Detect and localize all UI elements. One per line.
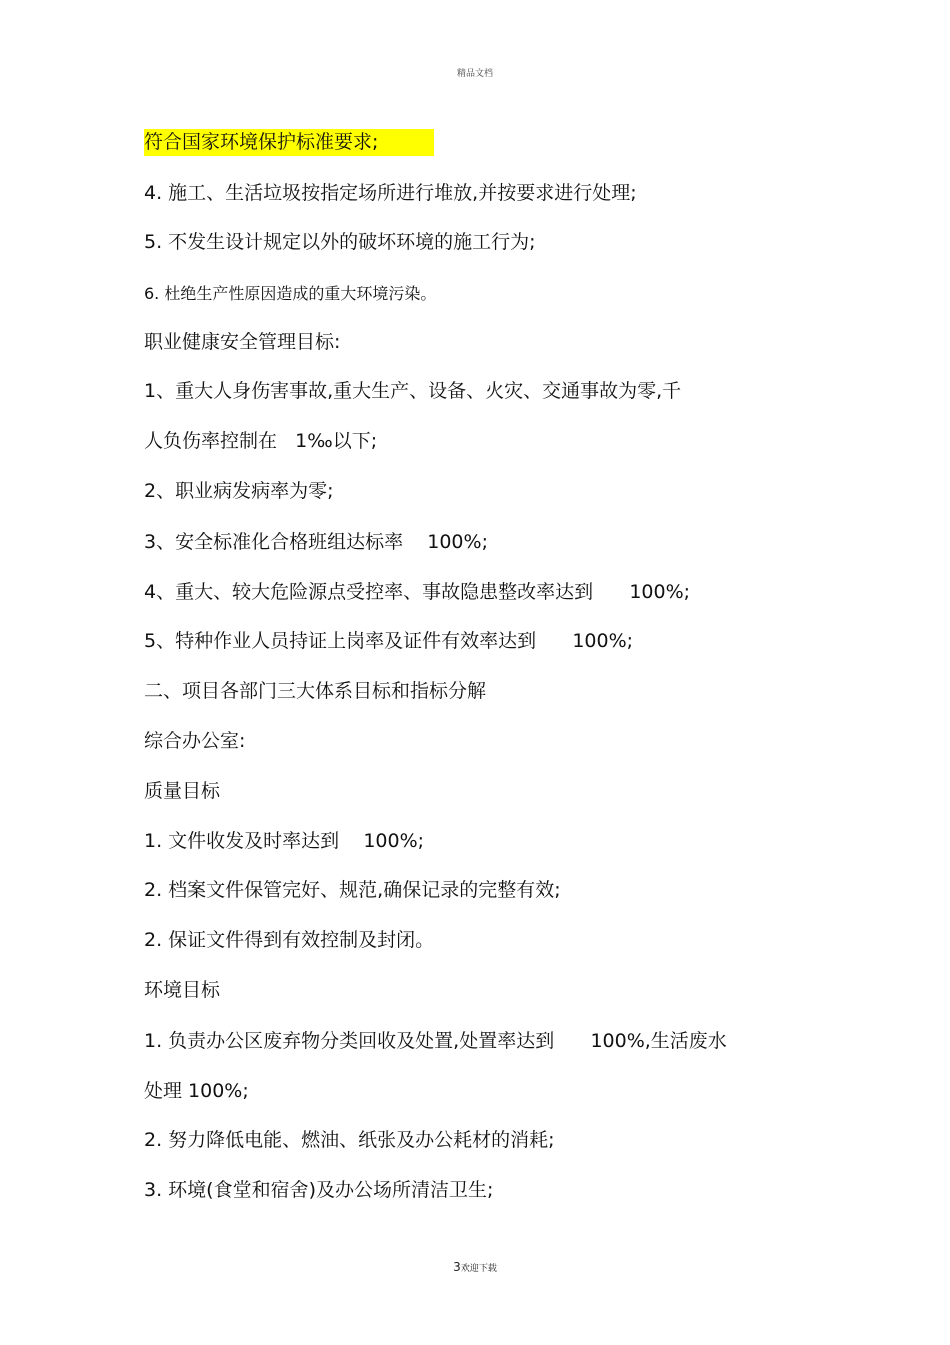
page-header: 精品文档	[456, 69, 493, 79]
page-number: 3	[453, 1260, 461, 1274]
text-line: 2. 档案文件保管完好、规范,确保记录的完整有效;	[144, 879, 561, 901]
section-heading: 综合办公室:	[144, 730, 246, 752]
text-line: 4、重大、较大危险源点受控率、事故隐患整改率达到 100%;	[144, 581, 691, 603]
section-heading: 质量目标	[144, 780, 221, 802]
text-line: 1、重大人身伤害事故,重大生产、设备、火灾、交通事故为零,千	[144, 380, 682, 402]
text-line: 人负伤率控制在 1‰以下;	[144, 430, 378, 452]
page-footer	[0, 1260, 950, 1274]
text-line: 1. 文件收发及时率达到 100%;	[144, 830, 425, 852]
text-line: 5. 不发生设计规定以外的破坏环境的施工行为;	[144, 231, 536, 253]
highlighted-line: 符合国家环境保护标准要求;	[144, 129, 434, 156]
text-line: 3、安全标准化合格班组达标率 100%;	[144, 531, 488, 553]
section-heading: 环境目标	[144, 979, 221, 1001]
text-line: 5、特种作业人员持证上岗率及证件有效率达到 100%;	[144, 630, 634, 652]
text-line: 6. 杜绝生产性原因造成的重大环境污染。	[144, 284, 437, 303]
text-line: 4. 施工、生活垃圾按指定场所进行堆放,并按要求进行处理;	[144, 182, 637, 204]
section-heading: 二、项目各部门三大体系目标和指标分解	[144, 680, 487, 702]
text-line: 2、职业病发病率为零;	[144, 480, 334, 502]
footer-text: 欢迎下载	[460, 1264, 497, 1274]
section-heading: 职业健康安全管理目标:	[144, 331, 341, 353]
text-line: 3. 环境(食堂和宿舍)及办公场所清洁卫生;	[144, 1179, 494, 1201]
text-line: 1. 负责办公区废弃物分类回收及处置,处置率达到 100%,生活废水	[144, 1030, 727, 1052]
text-line: 处理 100%;	[144, 1080, 249, 1102]
text-line: 2. 保证文件得到有效控制及封闭。	[144, 929, 435, 951]
text-line: 2. 努力降低电能、燃油、纸张及办公耗材的消耗;	[144, 1129, 555, 1151]
